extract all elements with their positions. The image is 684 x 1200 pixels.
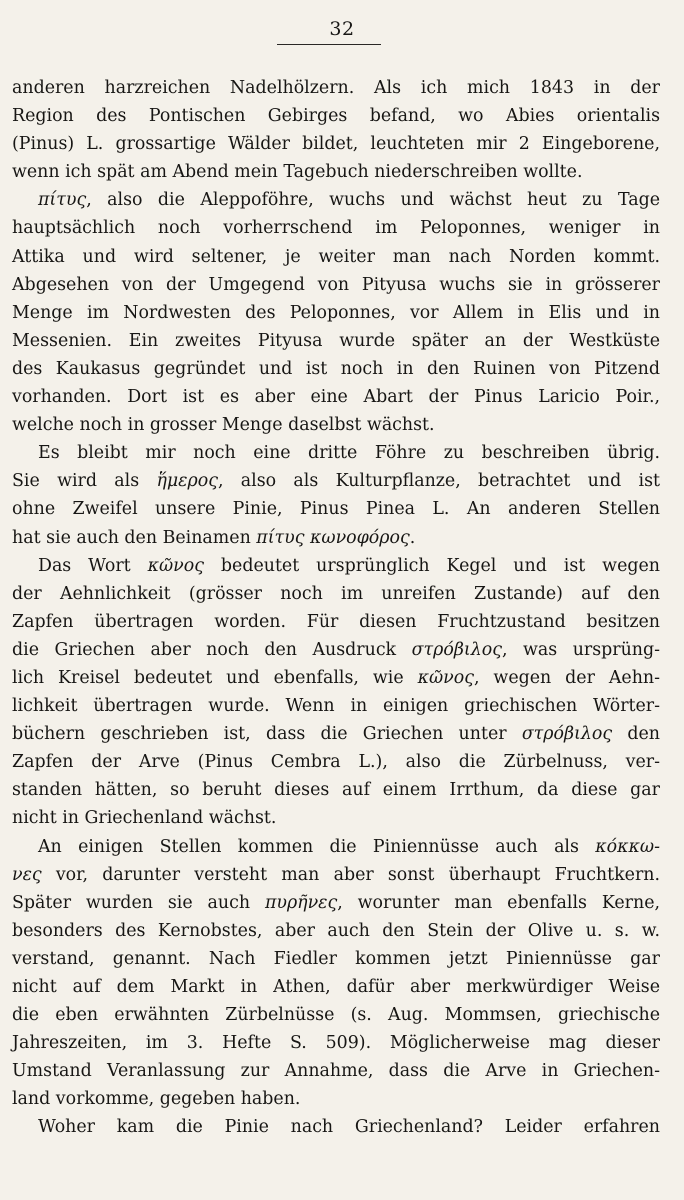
text-line [12,1029,660,1057]
text-segment: Abgesehen von der Umgegend von Pityusa wuchs sie in grösserer [12,274,660,295]
text-segment: lichkeit übertragen wurde. Wenn in einigen griechischen Wörter- [12,696,660,717]
greek-term: πίτυς [38,190,87,211]
text-line [12,495,660,523]
text-line [12,608,660,636]
text-segment: , was ursprüng- [501,639,661,660]
greek-term: στρόβιλος [411,639,502,660]
text-line [12,748,660,776]
text-line [12,243,660,271]
text-segment: hat sie auch den Beinamen [12,527,257,548]
text-line [12,158,660,186]
greek-term: πυρῆνες [264,892,338,913]
greek-term: πίτυς κωνοφόρος [256,527,410,548]
text-segment: Es bleibt mir noch eine dritte Föhre zu beschreiben übrig. [38,443,660,464]
text-line [12,720,660,748]
text-line [12,327,660,355]
text-segment: vor, darunter versteht man aber sonst überhaupt Fruchtkern. [41,864,660,885]
text-line [12,271,660,299]
text-segment: Das Wort [38,555,148,576]
text-line [12,776,660,804]
text-segment: , worunter man ebenfalls Kerne, [337,892,661,913]
text-segment: bedeutet ursprünglich Kegel und ist wegen [203,555,660,576]
text-line [12,524,660,552]
text-segment: ohne Zweifel unsere Pinie, Pinus Pinea L. An anderen Stellen [12,499,660,520]
greek-term: στρόβιλος [521,724,613,745]
text-segment: die Griechen aber noch den Ausdruck [12,639,412,660]
text-segment: den [612,724,660,745]
text-segment: Umstand Veranlassung zur Annahme, dass die Arve in Griechen- [12,1061,660,1082]
text-line [12,383,660,411]
greek-term: νες [12,864,42,885]
text-line [12,439,660,467]
text-line [12,299,660,327]
body-text [12,74,660,1142]
text-line [12,186,660,214]
text-segment: Später wurden sie auch [12,892,265,913]
text-segment: An einigen Stellen kommen die Piniennüsse auch als [38,836,596,857]
text-segment: nicht in Griechenland wächst. [12,808,277,829]
text-line [12,1113,660,1141]
text-line [12,636,660,664]
text-line [12,355,660,383]
text-segment: vorhanden. Dort ist es aber eine Abart der Pinus Laricio Poir., [12,387,660,408]
text-segment: , also als Kulturpflanze, betrachtet und ist [217,471,660,492]
text-segment: anderen harzreichen Nadelhölzern. Als ich mich 1843 in der [12,78,660,98]
text-segment: des Kaukasus gegründet und ist noch in den Ruinen von Pitzend [12,358,660,379]
text-line [12,552,660,580]
text-line [12,411,660,439]
text-segment: büchern geschrieben ist, dass die Griechen unter [12,724,522,745]
text-segment: Region des Pontischen Gebirges befand, wo Abies orientalis [12,106,660,127]
text-segment: Attika und wird seltener, je weiter man nach Norden kommt. [12,246,660,267]
text-line [12,214,660,242]
text-line [12,692,660,720]
text-segment: Jahreszeiten, im 3. Hefte S. 509). Möglicherweise mag dieser [12,1033,660,1054]
greek-term: κῶνος [417,667,474,688]
text-segment: , also die Aleppoföhre, wuchs und wächst heut zu Tage [86,190,660,211]
greek-term: ἥμερος [156,471,218,492]
text-line [12,945,660,973]
text-segment: standen hätten, so beruht dieses auf einem Irrthum, da diese gar [12,780,660,801]
header-rule [277,44,381,45]
text-line [12,467,660,495]
text-segment: lich Kreisel bedeutet und ebenfalls, wie [12,667,418,688]
greek-term: κόκκω- [595,836,660,857]
text-segment: Messenien. Ein zweites Pityusa wurde später an der Westküste [12,330,660,351]
text-line [12,889,660,917]
text-segment: welche noch in grosser Menge daselbst wächst. [12,415,435,436]
text-segment: verstand, genannt. Nach Fiedler kommen jetzt Piniennüsse gar [12,948,660,969]
text-line [12,130,660,158]
text-segment: besonders des Kernobstes, aber auch den Stein der Olive u. s. w. [12,920,660,941]
text-line [12,1001,660,1029]
text-line [12,917,660,945]
text-segment: (Pinus) L. grossartige Wälder bildet, leuchteten mir 2 Eingeborene, [12,134,660,155]
text-segment: hauptsächlich noch vorherrschend im Peloponnes, weniger in [12,218,660,239]
text-segment: , wegen der Aehn- [473,667,660,688]
text-line [12,861,660,889]
text-segment: wenn ich spät am Abend mein Tagebuch niederschreiben wollte. [12,162,583,183]
text-segment: Sie wird als [12,471,157,492]
text-segment: . [409,527,416,548]
text-line [12,664,660,692]
text-segment: Woher kam die Pinie nach Griechenland? Leider erfahren [38,1117,660,1138]
text-segment: nicht auf dem Markt in Athen, dafür aber merkwürdiger Weise [12,977,660,997]
text-segment: land vorkomme, gegeben haben. [12,1089,301,1110]
page-number: 32 [329,18,355,40]
text-line [12,102,660,130]
text-segment: Zapfen übertragen worden. Für diesen Fruchtzustand besitzen [12,611,660,632]
text-line [12,74,660,102]
text-line [12,1057,660,1085]
text-line [12,973,660,1001]
text-line [12,1085,660,1113]
text-segment: der Aehnlichkeit (grösser noch im unreifen Zustande) auf den [12,583,660,604]
greek-term: κῶνος [147,555,204,576]
text-line [12,804,660,832]
text-segment: Zapfen der Arve (Pinus Cembra L.), also die Zürbelnuss, ver- [12,752,660,773]
text-line [12,580,660,608]
text-line [12,833,660,861]
text-segment: die eben erwähnten Zürbelnüsse (s. Aug. Mommsen, griechische [12,1005,660,1026]
text-segment: Menge im Nordwesten des Peloponnes, vor Allem in Elis und in [12,302,660,323]
